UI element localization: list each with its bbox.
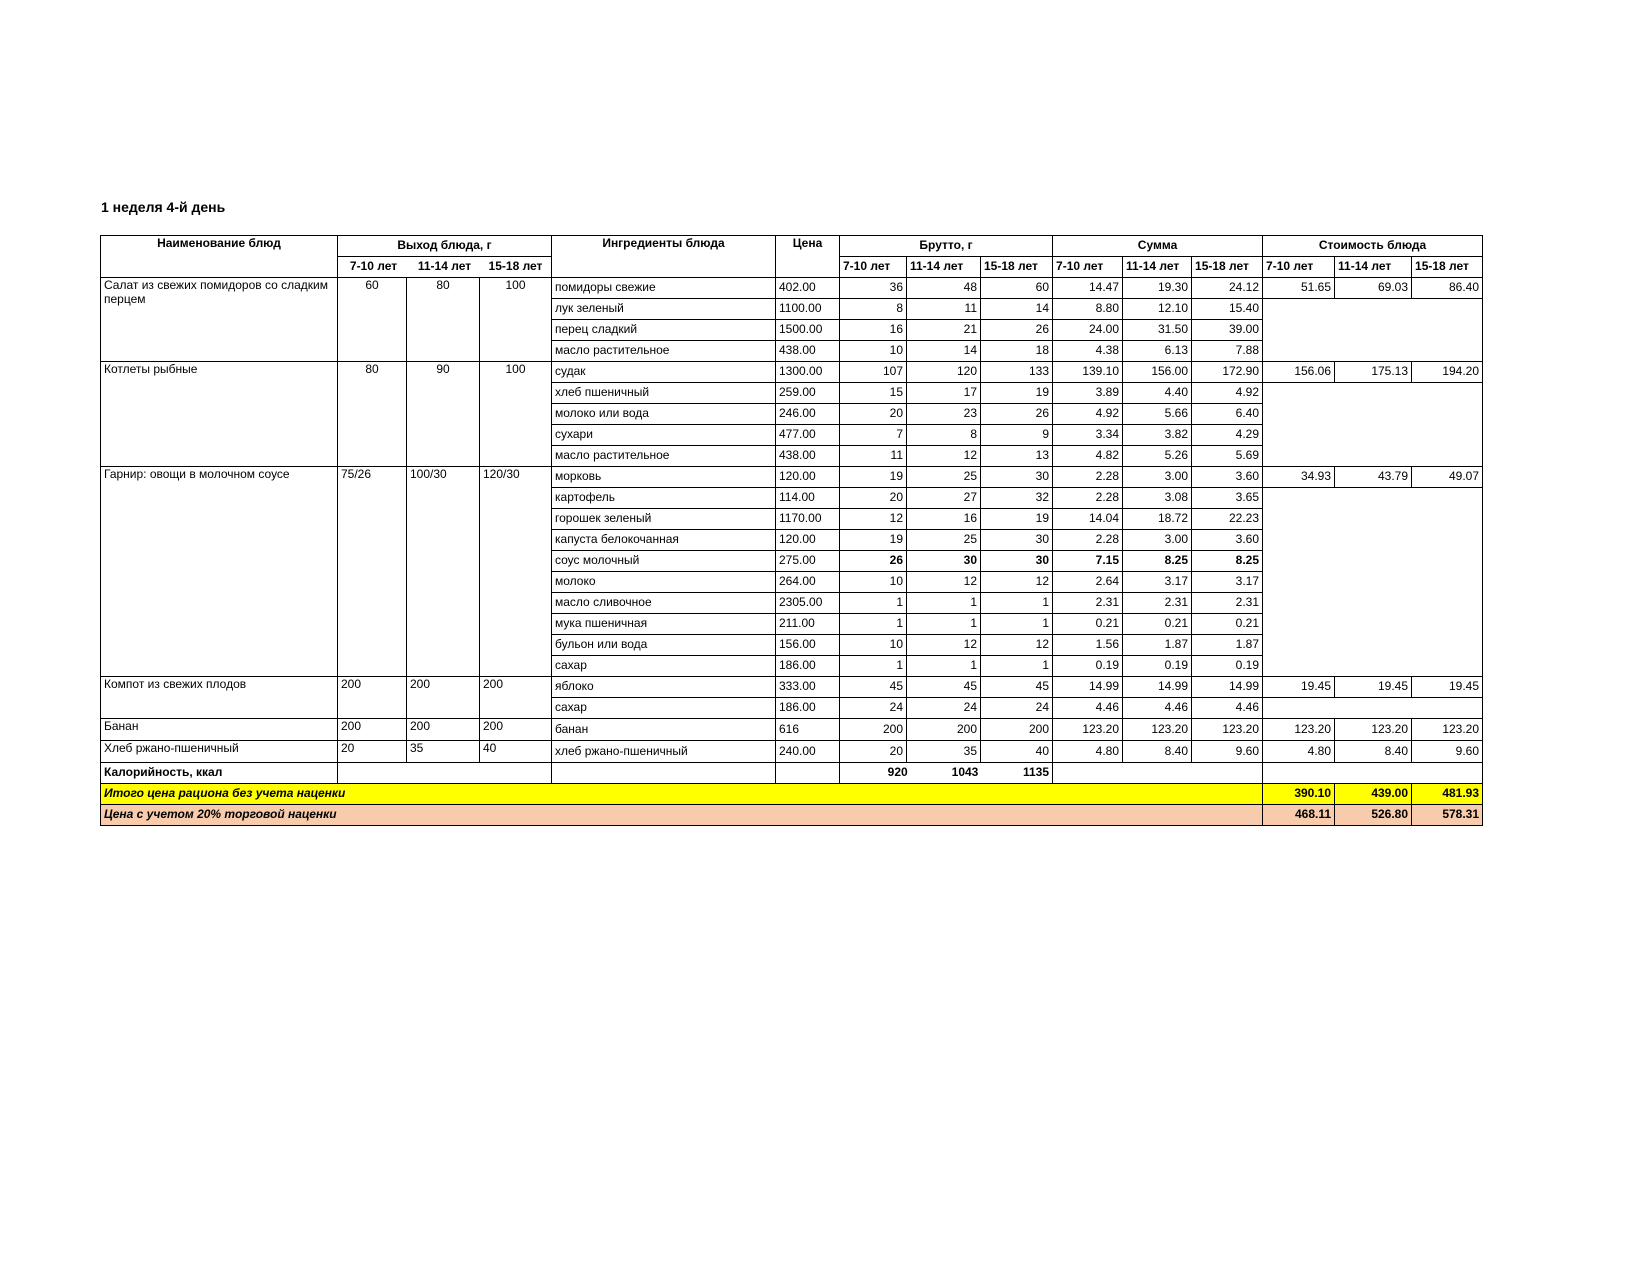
dish-name-cell: Гарнир: овощи в молочном соусе [101,467,338,677]
gross-cell: 20 [840,488,907,509]
sum-cell: 0.21 [1192,614,1263,635]
sum-cell: 24.00 [1053,320,1123,341]
total-label-cell: Цена с учетом 20% торговой наценки [101,805,1263,826]
gross-cell: 1 [907,593,981,614]
portion-cell: 80 [407,278,480,362]
sum-cell: 3.82 [1123,425,1192,446]
gross-cell: 120 [907,362,981,383]
gross-cell: 20 [840,741,907,763]
sum-cell: 123.20 [1053,719,1123,741]
sum-cell: 0.21 [1123,614,1192,635]
ingredient-cell: мука пшеничная [552,614,776,635]
sum-cell: 8.25 [1123,551,1192,572]
calories-value: 1043 [951,765,979,780]
dish-name-cell: Хлеб ржано-пшеничный [101,741,338,763]
header-dish: Наименование блюд [101,236,338,278]
total-value-cell: 468.11 [1263,805,1335,826]
sum-cell: 139.10 [1053,362,1123,383]
sum-cell: 4.82 [1053,446,1123,467]
header-cost: Стоимость блюда [1263,236,1483,257]
cost-cell: 123.20 [1412,719,1483,741]
ingredient-cell: лук зеленый [552,299,776,320]
sum-cell: 18.72 [1123,509,1192,530]
total-row [101,805,1483,826]
gross-cell: 8 [907,425,981,446]
gross-cell: 45 [840,677,907,698]
price-cell: 438.00 [776,341,840,362]
table-row [101,719,1483,741]
gross-cell: 16 [907,509,981,530]
sum-cell: 3.00 [1123,530,1192,551]
ingredient-cell: молоко [552,572,776,593]
cost-cell: 123.20 [1263,719,1335,741]
sum-cell: 8.25 [1192,551,1263,572]
cost-cell: 19.45 [1335,677,1412,698]
cost-cell: 86.40 [1412,278,1483,299]
sum-cell: 5.66 [1123,404,1192,425]
sum-cell: 14.04 [1053,509,1123,530]
age-label: 11-14 лет [417,259,472,274]
gross-cell: 25 [907,530,981,551]
price-cell: 211.00 [776,614,840,635]
total-label-cell: Итого цена рациона без учета наценки [101,784,1263,805]
gross-cell: 1 [981,614,1053,635]
sum-cell: 14.47 [1053,278,1123,299]
total-value-cell: 390.10 [1263,784,1335,805]
sum-cell: 0.19 [1053,656,1123,677]
empty-cell [776,763,840,784]
gross-cell: 19 [981,383,1053,404]
sum-cell: 3.00 [1123,467,1192,488]
price-cell: 186.00 [776,656,840,677]
age-label-cost-1: 7-10 лет [1263,257,1335,278]
header-output: Выход блюда, г [338,236,552,257]
cost-empty-cell [1263,698,1483,719]
gross-cell: 12 [907,635,981,656]
gross-cell: 19 [981,509,1053,530]
portion-cell: 80 [338,362,407,467]
gross-cell: 15 [840,383,907,404]
portion-cell: 40 [480,741,552,763]
sum-cell: 4.46 [1053,698,1123,719]
gross-cell: 20 [840,404,907,425]
gross-cell: 11 [907,299,981,320]
gross-cell: 24 [981,698,1053,719]
page-title: 1 неделя 4-й день [101,199,226,215]
portion-cell: 200 [338,719,407,741]
header-price: Цена [776,236,840,278]
sum-cell: 1.87 [1192,635,1263,656]
ingredient-cell: судак [552,362,776,383]
sum-cell: 0.19 [1192,656,1263,677]
gross-cell: 23 [907,404,981,425]
gross-cell: 10 [840,635,907,656]
cost-cell: 4.80 [1263,741,1335,763]
age-label-gross-1: 7-10 лет [840,257,907,278]
sum-cell: 1.56 [1053,635,1123,656]
dish-name-cell: Салат из свежих помидоров со сладким перцем [101,278,338,362]
price-cell: 114.00 [776,488,840,509]
gross-cell: 26 [840,551,907,572]
sum-cell: 4.92 [1053,404,1123,425]
ingredient-cell: банан [552,719,776,741]
gross-cell: 12 [907,572,981,593]
gross-cell: 107 [840,362,907,383]
cost-cell: 51.65 [1263,278,1335,299]
gross-cell: 1 [907,614,981,635]
empty-cell [1263,763,1483,784]
cost-cell: 175.13 [1335,362,1412,383]
portion-cell: 100/30 [407,467,480,677]
calories-value: 1135 [1022,765,1050,780]
sum-cell: 14.99 [1192,677,1263,698]
table-row [101,677,1483,698]
menu-table-header [101,236,1483,278]
sum-cell: 4.92 [1192,383,1263,404]
cost-cell: 194.20 [1412,362,1483,383]
total-value-cell: 439.00 [1335,784,1412,805]
price-cell: 616 [776,719,840,741]
age-label-gross-3: 15-18 лет [981,257,1053,278]
sum-cell: 2.31 [1192,593,1263,614]
price-cell: 259.00 [776,383,840,404]
ingredient-cell: горошек зеленый [552,509,776,530]
cost-cell: 34.93 [1263,467,1335,488]
price-cell: 120.00 [776,467,840,488]
sum-cell: 3.60 [1192,530,1263,551]
sum-cell: 4.46 [1192,698,1263,719]
sum-cell: 5.26 [1123,446,1192,467]
sum-cell: 172.90 [1192,362,1263,383]
ingredient-cell: сахар [552,656,776,677]
cost-empty-cell [1263,488,1483,677]
gross-cell: 12 [840,509,907,530]
menu-table [100,235,1483,826]
calories-row [101,763,1483,784]
sum-cell: 4.38 [1053,341,1123,362]
price-cell: 1170.00 [776,509,840,530]
ingredient-cell: яблоко [552,677,776,698]
sum-cell: 1.87 [1123,635,1192,656]
price-cell: 2305.00 [776,593,840,614]
price-cell: 186.00 [776,698,840,719]
portion-cell: 200 [407,677,480,719]
gross-cell: 1 [907,656,981,677]
price-cell: 1500.00 [776,320,840,341]
sum-cell: 2.28 [1053,467,1123,488]
ingredient-cell: хлеб пшеничный [552,383,776,404]
gross-cell: 60 [981,278,1053,299]
age-label: 7-10 лет [349,259,398,274]
sum-cell: 123.20 [1192,719,1263,741]
sum-cell: 8.40 [1123,741,1192,763]
portion-cell: 200 [480,677,552,719]
sum-cell: 4.46 [1123,698,1192,719]
calories-label-cell: Калорийность, ккал [101,763,338,784]
cost-cell: 19.45 [1263,677,1335,698]
cost-cell: 43.79 [1335,467,1412,488]
header-output-ages [338,257,552,278]
gross-cell: 40 [981,741,1053,763]
age-label-sum-2: 11-14 лет [1123,257,1192,278]
ingredient-cell: морковь [552,467,776,488]
gross-cell: 32 [981,488,1053,509]
sum-cell: 39.00 [1192,320,1263,341]
gross-cell: 26 [981,320,1053,341]
ingredient-cell: картофель [552,488,776,509]
sum-cell: 2.31 [1053,593,1123,614]
price-cell: 402.00 [776,278,840,299]
sum-cell: 4.80 [1053,741,1123,763]
gross-cell: 19 [840,530,907,551]
portion-cell: 100 [480,278,552,362]
gross-cell: 30 [981,530,1053,551]
portion-cell: 20 [338,741,407,763]
sum-cell: 156.00 [1123,362,1192,383]
gross-cell: 21 [907,320,981,341]
ingredient-cell: помидоры свежие [552,278,776,299]
sum-cell: 8.80 [1053,299,1123,320]
ingredient-cell: перец сладкий [552,320,776,341]
calories-value: 920 [887,765,908,780]
portion-cell: 35 [407,741,480,763]
gross-cell: 200 [907,719,981,741]
ingredient-cell: бульон или вода [552,635,776,656]
portion-cell: 60 [338,278,407,362]
age-label-sum-1: 7-10 лет [1053,257,1123,278]
sum-cell: 14.99 [1123,677,1192,698]
portion-cell: 120/30 [480,467,552,677]
empty-cell [552,763,776,784]
empty-cell [338,763,552,784]
price-cell: 240.00 [776,741,840,763]
total-value-cell: 526.80 [1335,805,1412,826]
sum-cell: 3.65 [1192,488,1263,509]
portion-cell: 100 [480,362,552,467]
sum-cell: 3.17 [1123,572,1192,593]
sum-cell: 6.40 [1192,404,1263,425]
gross-cell: 14 [981,299,1053,320]
dish-name-cell: Банан [101,719,338,741]
portion-cell: 200 [480,719,552,741]
ingredient-cell: хлеб ржано-пшеничный [552,741,776,763]
ingredient-cell: соус молочный [552,551,776,572]
ingredient-cell: капуста белокочанная [552,530,776,551]
sum-cell: 7.15 [1053,551,1123,572]
table-row [101,741,1483,763]
portion-cell: 75/26 [338,467,407,677]
price-cell: 246.00 [776,404,840,425]
gross-cell: 10 [840,572,907,593]
cost-cell: 69.03 [1335,278,1412,299]
total-value-cell: 481.93 [1412,784,1483,805]
cost-cell: 123.20 [1335,719,1412,741]
gross-cell: 1 [840,656,907,677]
age-label-cost-3: 15-18 лет [1412,257,1483,278]
sum-cell: 3.89 [1053,383,1123,404]
age-label-cost-2: 11-14 лет [1335,257,1412,278]
gross-cell: 17 [907,383,981,404]
ingredient-cell: молоко или вода [552,404,776,425]
gross-cell: 27 [907,488,981,509]
price-cell: 156.00 [776,635,840,656]
price-cell: 1100.00 [776,299,840,320]
sum-cell: 9.60 [1192,741,1263,763]
header-row-1 [101,236,1483,257]
sum-cell: 2.64 [1053,572,1123,593]
portion-cell: 90 [407,362,480,467]
sum-cell: 22.23 [1192,509,1263,530]
gross-cell: 10 [840,341,907,362]
cost-empty-cell [1263,383,1483,467]
table-row [101,278,1483,299]
sum-cell: 31.50 [1123,320,1192,341]
gross-cell: 1 [840,614,907,635]
gross-cell: 45 [907,677,981,698]
age-label-gross-2: 11-14 лет [907,257,981,278]
sum-cell: 3.60 [1192,467,1263,488]
header-ingredients: Ингредиенты блюда [552,236,776,278]
gross-cell: 13 [981,446,1053,467]
cost-cell: 156.06 [1263,362,1335,383]
gross-cell: 11 [840,446,907,467]
sum-cell: 2.28 [1053,530,1123,551]
gross-cell: 24 [840,698,907,719]
empty-cell [1053,763,1263,784]
gross-cell: 8 [840,299,907,320]
sum-cell: 3.08 [1123,488,1192,509]
gross-cell: 30 [907,551,981,572]
gross-cell: 26 [981,404,1053,425]
ingredient-cell: масло растительное [552,341,776,362]
dish-name-cell: Котлеты рыбные [101,362,338,467]
gross-cell: 45 [981,677,1053,698]
sum-cell: 123.20 [1123,719,1192,741]
total-value-cell: 578.31 [1412,805,1483,826]
sum-cell: 2.28 [1053,488,1123,509]
gross-cell: 30 [981,467,1053,488]
sum-cell: 5.69 [1192,446,1263,467]
sum-cell: 4.29 [1192,425,1263,446]
gross-cell: 35 [907,741,981,763]
gross-cell: 7 [840,425,907,446]
age-label-sum-3: 15-18 лет [1192,257,1263,278]
ingredient-cell: сахар [552,698,776,719]
gross-cell: 133 [981,362,1053,383]
sum-cell: 3.17 [1192,572,1263,593]
total-row [101,784,1483,805]
menu-table-body [101,278,1483,826]
sum-cell: 19.30 [1123,278,1192,299]
sum-cell: 7.88 [1192,341,1263,362]
ingredient-cell: масло сливочное [552,593,776,614]
cost-cell: 9.60 [1412,741,1483,763]
gross-cell: 9 [981,425,1053,446]
header-gross: Брутто, г [840,236,1053,257]
header-sum: Сумма [1053,236,1263,257]
price-cell: 120.00 [776,530,840,551]
price-cell: 477.00 [776,425,840,446]
calories-values-cell [840,763,1053,784]
gross-cell: 16 [840,320,907,341]
gross-cell: 24 [907,698,981,719]
age-label: 15-18 лет [488,259,543,274]
cost-cell: 8.40 [1335,741,1412,763]
gross-cell: 12 [981,635,1053,656]
sum-cell: 0.19 [1123,656,1192,677]
gross-cell: 200 [981,719,1053,741]
sum-cell: 0.21 [1053,614,1123,635]
sum-cell: 2.31 [1123,593,1192,614]
ingredient-cell: сухари [552,425,776,446]
gross-cell: 48 [907,278,981,299]
price-cell: 275.00 [776,551,840,572]
table-row [101,362,1483,383]
gross-cell: 36 [840,278,907,299]
gross-cell: 12 [981,572,1053,593]
cost-empty-cell [1263,299,1483,362]
sum-cell: 6.13 [1123,341,1192,362]
sum-cell: 4.40 [1123,383,1192,404]
cost-cell: 49.07 [1412,467,1483,488]
price-cell: 333.00 [776,677,840,698]
sum-cell: 3.34 [1053,425,1123,446]
portion-cell: 200 [338,677,407,719]
cost-cell: 19.45 [1412,677,1483,698]
gross-cell: 1 [981,593,1053,614]
sum-cell: 24.12 [1192,278,1263,299]
price-cell: 1300.00 [776,362,840,383]
sum-cell: 14.99 [1053,677,1123,698]
gross-cell: 200 [840,719,907,741]
gross-cell: 1 [840,593,907,614]
gross-cell: 12 [907,446,981,467]
dish-name-cell: Компот из свежих плодов [101,677,338,719]
gross-cell: 30 [981,551,1053,572]
table-row [101,467,1483,488]
gross-cell: 1 [981,656,1053,677]
portion-cell: 200 [407,719,480,741]
price-cell: 438.00 [776,446,840,467]
gross-cell: 18 [981,341,1053,362]
gross-cell: 25 [907,467,981,488]
ingredient-cell: масло растительное [552,446,776,467]
sum-cell: 15.40 [1192,299,1263,320]
price-cell: 264.00 [776,572,840,593]
gross-cell: 14 [907,341,981,362]
gross-cell: 19 [840,467,907,488]
sum-cell: 12.10 [1123,299,1192,320]
